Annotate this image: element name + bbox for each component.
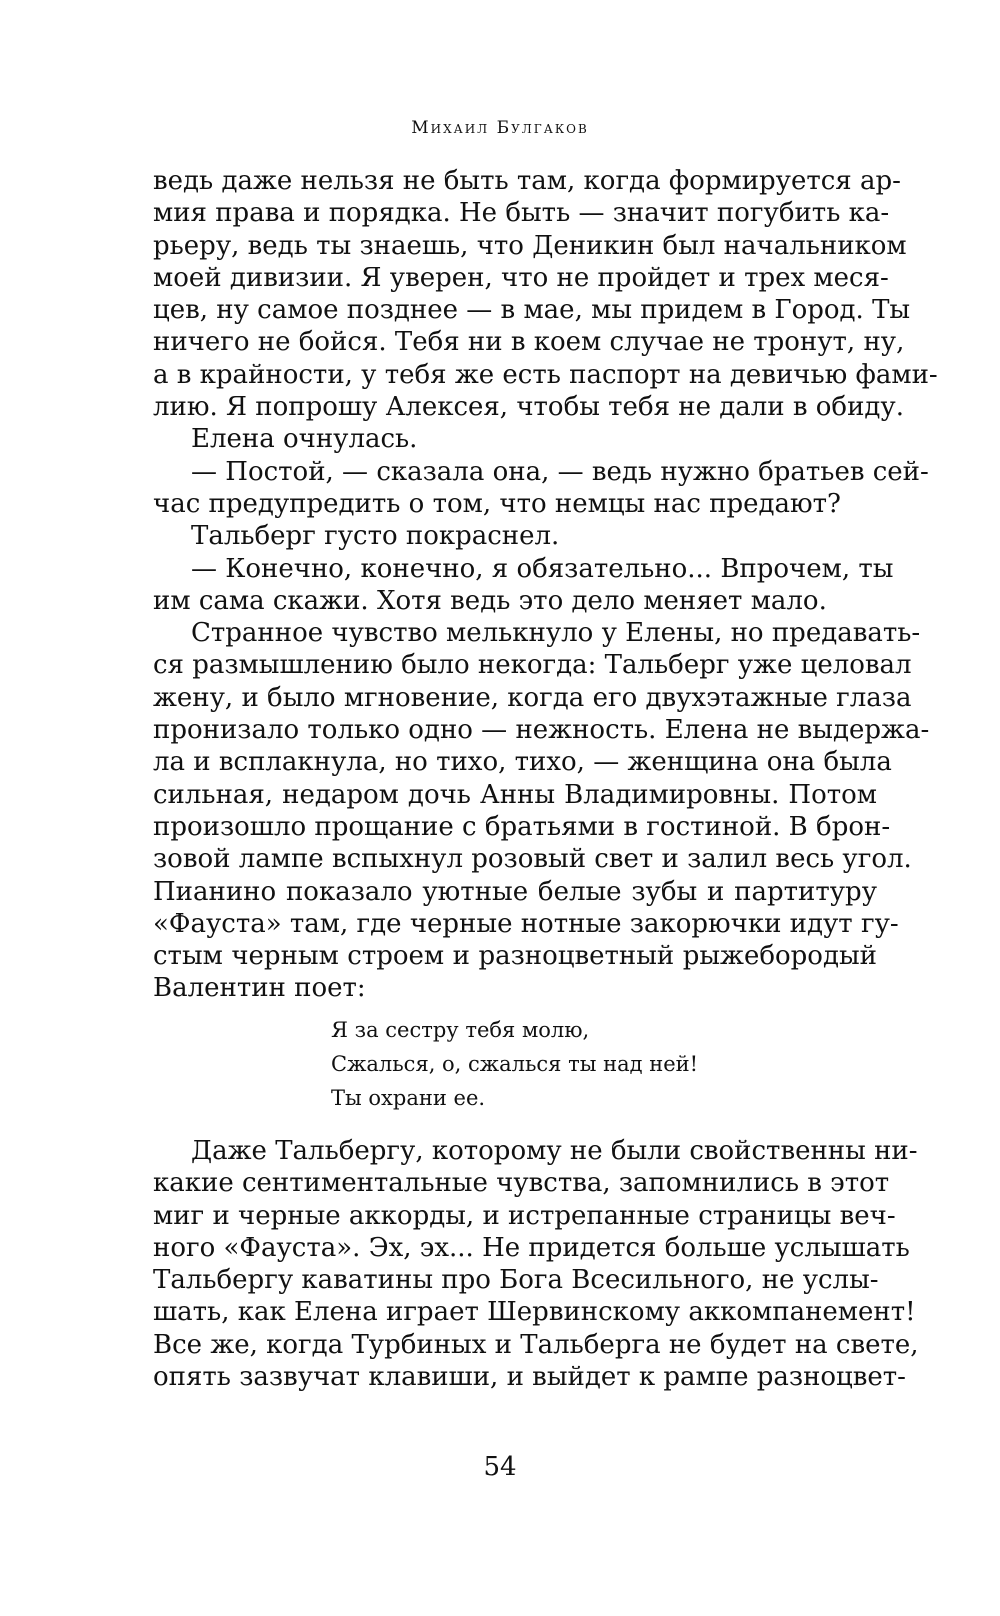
text-line: Все же, когда Турбиных и Тальберга не будет на свете,	[153, 1329, 919, 1360]
text-block-1	[153, 165, 938, 1005]
text-line: рьеру, ведь ты знаешь, что Деникин был начальником	[153, 230, 907, 261]
text-line: — Конечно, конечно, я обязательно... Впрочем, ты	[191, 553, 894, 584]
text-line: какие сентиментальные чувства, запомнились в этот	[153, 1168, 890, 1199]
text-line: час предупредить о том, что немцы нас предают?	[153, 488, 841, 519]
text-line: Странное чувство мелькнуло у Елены, но предавать-	[191, 618, 921, 649]
text-line: лию. Я попрошу Алексея, чтобы тебя не дали в обиду.	[153, 392, 904, 423]
text-line: Валентин поет:	[153, 973, 366, 1004]
verse-quote	[331, 1013, 871, 1115]
text-block-2	[153, 1135, 919, 1393]
text-line: — Постой, — сказала она, — ведь нужно братьев сей-	[191, 456, 929, 487]
text-line: моей дивизии. Я уверен, что не пройдет и трех меся-	[153, 262, 889, 293]
text-line: шать, как Елена играет Шервинскому аккомпанемент!	[153, 1297, 916, 1328]
text-line: ведь даже нельзя не быть там, когда формируется ар-	[153, 166, 901, 196]
verse-line: Сжалься, о, сжалься ты над ней!	[331, 1052, 699, 1076]
verse-line: Я за сестру тебя молю,	[331, 1018, 590, 1042]
text-line: а в крайности, у тебя же есть паспорт на девичью фами-	[153, 359, 938, 390]
text-line: произошло прощание с братьями в гостиной. В брон-	[153, 811, 891, 842]
page-number: 54	[483, 1452, 517, 1482]
text-line: ся размышлению было некогда: Тальберг уже целовал	[153, 650, 912, 681]
text-line: опять зазвучат клавиши, и выйдет к рампе разноцвет-	[153, 1362, 906, 1393]
verse-line: Ты охрани ее.	[331, 1086, 486, 1110]
text-line: сильная, недаром дочь Анны Владимировны. Потом	[153, 779, 877, 810]
text-line: Даже Тальбергу, которому не были свойственны ни-	[191, 1136, 918, 1166]
text-line: жену, и было мгновение, когда его двухэтажные глаза	[153, 682, 912, 713]
text-line: ла и всплакнула, но тихо, тихо, — женщина она была	[153, 747, 892, 778]
text-line: им сама скажи. Хотя ведь это дело меняет мало.	[153, 585, 827, 616]
text-line: Тальберг густо покраснел.	[191, 521, 560, 552]
text-line: зовой лампе вспыхнул розовый свет и залил весь угол.	[153, 844, 912, 875]
text-line: мия права и порядка. Не быть — значит погубить ка-	[153, 198, 890, 229]
text-line: Тальбергу каватины про Бога Всесильного, не услы-	[153, 1265, 879, 1296]
text-line: ного «Фауста». Эх, эх... Не придется больше услышать	[153, 1232, 910, 1263]
text-line: стым черным строем и разноцветный рыжебородый	[153, 941, 877, 972]
text-line: Елена очнулась.	[191, 424, 418, 455]
text-line: миг и черные аккорды, и истрепанные страницы веч-	[153, 1200, 896, 1231]
text-line: Пианино показало уютные белые зубы и партитуру	[153, 876, 877, 907]
text-line: ничего не бойся. Тебя ни в коем случае не тронут, ну,	[153, 327, 905, 358]
text-line: «Фауста» там, где черные нотные закорючки идут гу-	[153, 908, 899, 939]
text-line: пронизало только одно — нежность. Елена не выдержа-	[153, 715, 930, 746]
running-head: Михаил Булгаков	[411, 118, 589, 138]
text-line: цев, ну самое позднее — в мае, мы придем в Город. Ты	[153, 295, 911, 326]
